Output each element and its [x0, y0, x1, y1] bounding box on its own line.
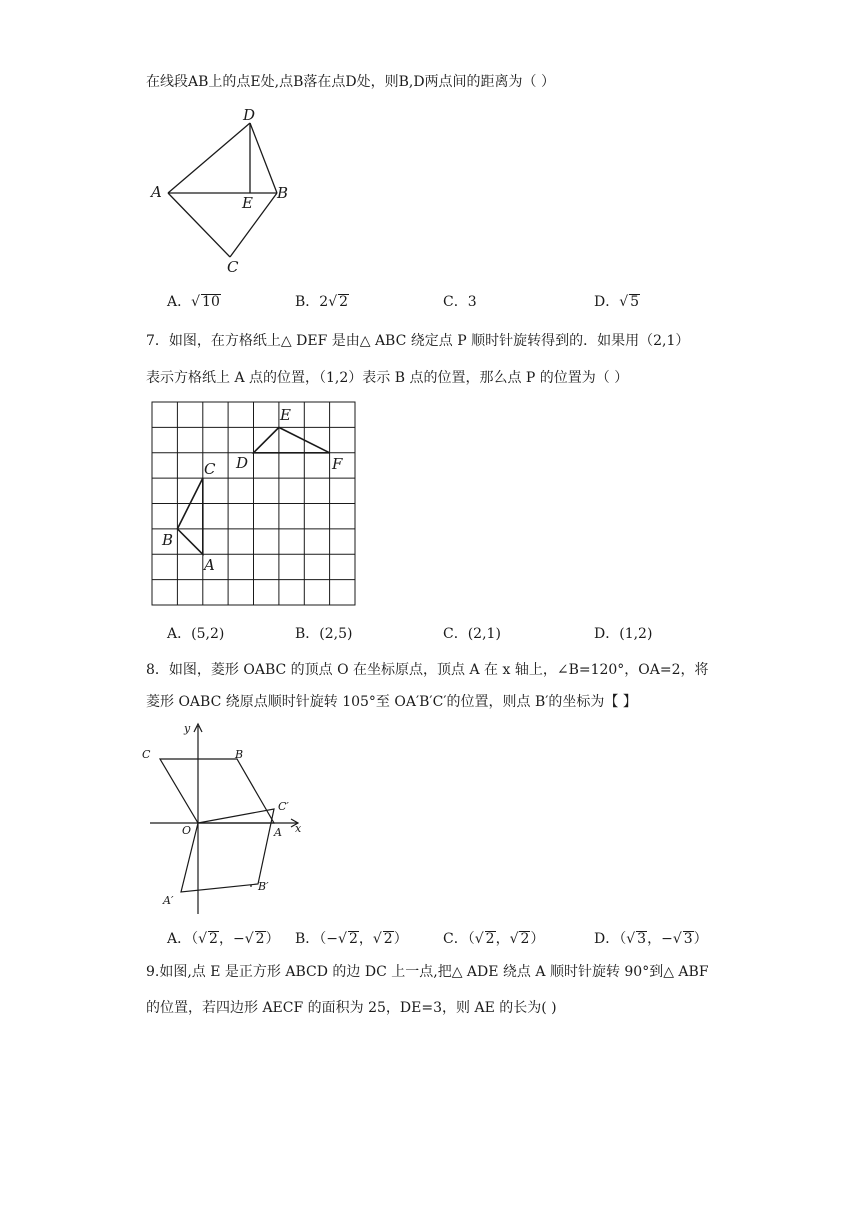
q8-label-c-prime: C′	[278, 800, 289, 813]
q8-label-a-prime: A′	[163, 894, 174, 907]
q8-stem-line-1: 8．如图，菱形 OABC 的顶点 O 在坐标原点，顶点 A 在 x 轴上，∠B=120°，OA=2，将	[146, 662, 709, 678]
q8-label-x: x	[295, 822, 302, 835]
q8-option-b[interactable]: B．（−√ 2，√ 2）	[295, 931, 408, 947]
q7-option-a[interactable]: A．(5,2)	[167, 626, 225, 642]
q8-option-c[interactable]: C．（√ 2，√ 2）	[443, 931, 545, 947]
q7-option-b[interactable]: B．(2,5)	[295, 626, 353, 642]
q8-coordinate-figure	[140, 718, 310, 918]
q6-label-e: E	[242, 194, 253, 212]
q8-stem-line-2: 菱形 OABC 绕原点顺时针旋转 105°至 OA′B′C′的位置，则点 B′的坐标为【 】	[146, 694, 637, 710]
q8-option-a[interactable]: A．（√ 2，−√ 2）	[167, 931, 280, 947]
q7-label-e: E	[280, 406, 291, 424]
q7-stem-line-2: 表示方格纸上 A 点的位置，（1,2）表示 B 点的位置，那么点 P 的位置为（ ）	[146, 370, 629, 386]
q7-label-c: C	[204, 460, 216, 478]
q8-label-b: B	[235, 748, 244, 761]
q6-option-d[interactable]: D．√ 5	[594, 294, 640, 310]
q6-label-d: D	[243, 106, 256, 124]
q8-label-a: A	[274, 826, 282, 839]
q6-option-c[interactable]: C．3	[443, 294, 477, 310]
q6-option-a[interactable]: A．√ 10	[167, 294, 220, 310]
q7-stem-line-1: 7．如图，在方格纸上△ DEF 是由△ ABC 绕定点 P 顺时针旋转得到的．如果用（2,1）	[146, 333, 690, 349]
q7-label-d: D	[236, 454, 249, 472]
q6-label-c: C	[227, 258, 239, 276]
q7-option-d[interactable]: D．(1,2)	[594, 626, 653, 642]
q6-label-a: A	[151, 183, 162, 201]
q7-grid-figure	[150, 400, 360, 610]
q7-label-a: A	[204, 556, 215, 574]
q9-stem-line-2: 的位置，若四边形 AECF 的面积为 25，DE=3，则 AE 的长为( )	[146, 1000, 557, 1016]
q6-figure	[140, 100, 300, 280]
q7-label-f: F	[332, 455, 343, 473]
q7-option-c[interactable]: C．(2,1)	[443, 626, 501, 642]
q9-stem-line-1: 9.如图,点 E 是正方形 ABCD 的边 DC 上一点,把△ ADE 绕点 A 顺时针旋转 90°到△ ABF	[146, 964, 709, 980]
q8-label-o: O	[182, 824, 192, 837]
q6-label-b: B	[277, 184, 289, 202]
q6-option-b[interactable]: B．2√ 2	[295, 294, 349, 310]
q8-label-b-prime: B′	[258, 880, 269, 893]
q8-label-c: C	[142, 748, 151, 761]
q7-label-b: B	[162, 531, 174, 549]
q8-label-y: y	[184, 722, 191, 735]
q6-stem-line: 在线段AB上的点E处,点B落在点D处，则B,D两点间的距离为（ ）	[146, 74, 555, 90]
q8-option-d[interactable]: D．（√ 3，−√ 3）	[594, 931, 708, 947]
